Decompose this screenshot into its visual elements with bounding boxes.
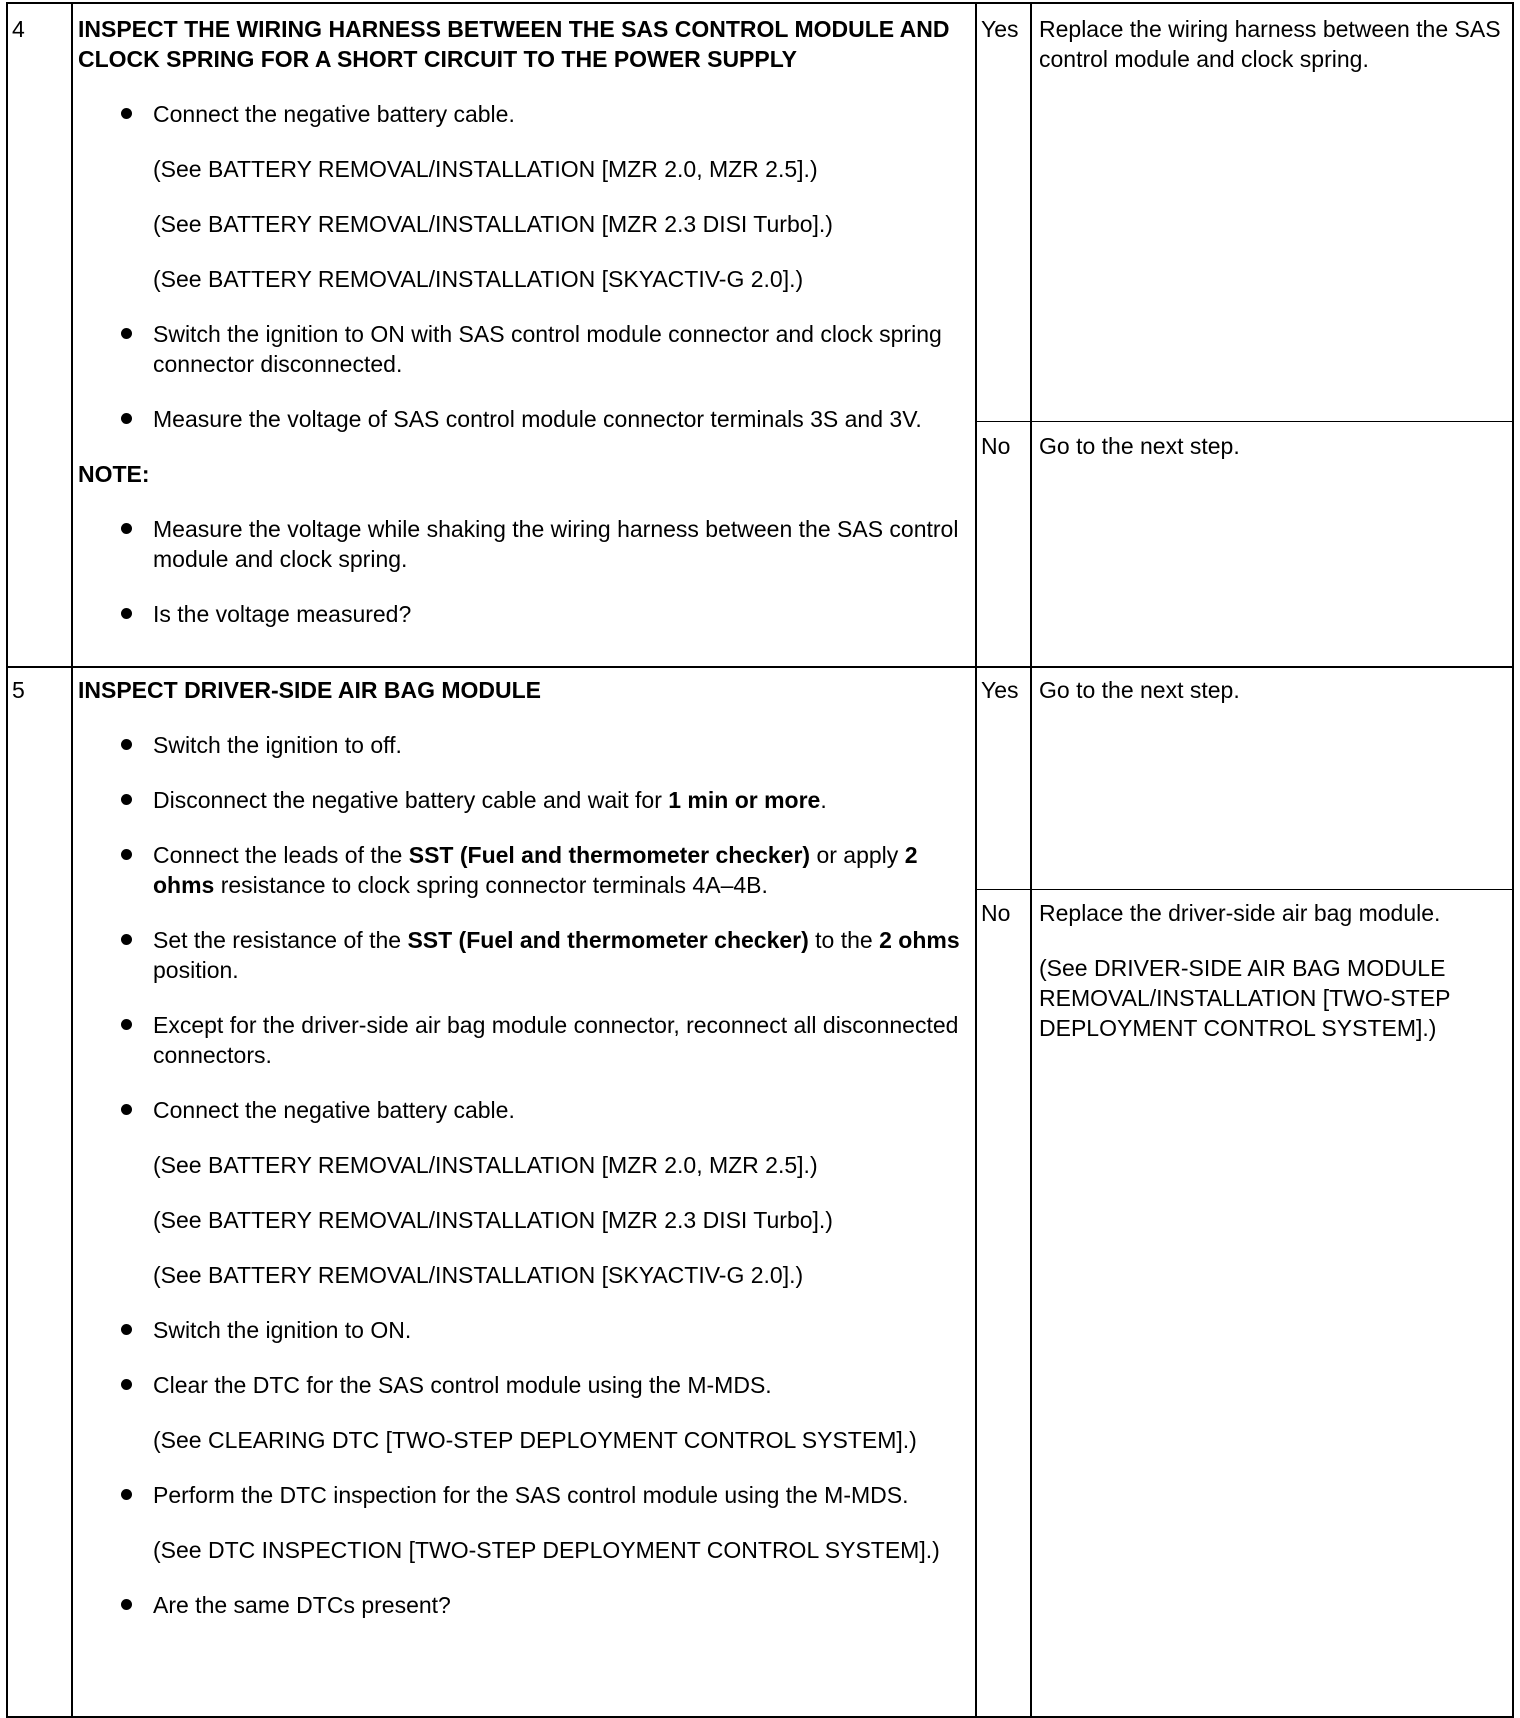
yes-no-divider-step4 <box>976 421 1513 422</box>
step-5-content <box>78 675 968 1620</box>
reference-link[interactable]: (See BATTERY REMOVAL/INSTALLATION [SKYACTIV-G 2.0].) <box>153 1262 804 1288</box>
step-number: 4 <box>12 16 25 42</box>
reference-link[interactable]: (See BATTERY REMOVAL/INSTALLATION [MZR 2.0, MZR 2.5].) <box>153 1152 818 1178</box>
no-action-block <box>1039 898 1509 1043</box>
no-label: No <box>981 433 1011 459</box>
bullet-emphasis: 2 ohms <box>879 927 960 953</box>
step-question: Is the voltage measured? <box>78 599 968 629</box>
step-number: 5 <box>12 677 25 703</box>
yes-action: Go to the next step. <box>1039 677 1240 703</box>
reference-link[interactable]: (See BATTERY REMOVAL/INSTALLATION [MZR 2.3 DISI Turbo].) <box>153 1207 833 1233</box>
bullet-text: resistance to clock spring connector terminals 4A–4B. <box>214 872 768 898</box>
step-bullet: Connect the negative battery cable. <box>78 99 968 129</box>
yes-label: Yes <box>981 677 1019 703</box>
bullet-text: Disconnect the negative battery cable and wait for <box>153 787 669 813</box>
step-bullet: Switch the ignition to off. <box>78 730 968 760</box>
bullet-emphasis: SST (Fuel and thermometer checker) <box>407 927 809 953</box>
reference-link[interactable]: (See DTC INSPECTION [TWO-STEP DEPLOYMENT CONTROL SYSTEM].) <box>153 1537 940 1563</box>
bullet-text: or apply <box>810 842 905 868</box>
step-bullet: Measure the voltage of SAS control module connector terminals 3S and 3V. <box>78 404 968 434</box>
step-bullet <box>78 785 968 815</box>
table-top-border <box>6 2 1514 4</box>
yes-label: Yes <box>981 16 1019 42</box>
step-bullet <box>78 840 968 900</box>
step-title: INSPECT DRIVER-SIDE AIR BAG MODULE <box>78 677 542 703</box>
step-bullet: Connect the negative battery cable. <box>78 1095 968 1125</box>
note-label: NOTE: <box>78 461 150 487</box>
step-bullet: Except for the driver-side air bag module connector, reconnect all disconnected connectors. <box>78 1010 968 1070</box>
row-divider <box>6 666 1514 668</box>
reference-link[interactable]: (See DRIVER-SIDE AIR BAG MODULE REMOVAL/INSTALLATION [TWO-STEP DEPLOYMENT CONTROL SYSTEM].) <box>1039 955 1451 1041</box>
table-right-border <box>1512 2 1514 1718</box>
column-divider-content <box>975 2 977 1718</box>
column-divider-result <box>1030 2 1032 1718</box>
bullet-text: . <box>820 787 827 813</box>
reference-link[interactable]: (See CLEARING DTC [TWO-STEP DEPLOYMENT CONTROL SYSTEM].) <box>153 1427 917 1453</box>
bullet-text: position. <box>153 957 239 983</box>
table-left-border <box>6 2 8 1718</box>
bullet-emphasis: 2 ohms <box>153 842 918 898</box>
step-question: Are the same DTCs present? <box>78 1590 968 1620</box>
step-bullet: Switch the ignition to ON with SAS control module connector and clock spring connector disconnected. <box>78 319 968 379</box>
step-4-content <box>78 14 968 629</box>
column-divider-step <box>71 2 73 1718</box>
bullet-emphasis: 1 min or more <box>668 787 821 813</box>
yes-no-divider-step5 <box>976 889 1513 890</box>
no-action: Replace the driver-side air bag module. <box>1039 900 1441 926</box>
no-label: No <box>981 900 1011 926</box>
step-bullet <box>78 925 968 985</box>
note-bullet: Measure the voltage while shaking the wiring harness between the SAS control module and clock spring. <box>78 514 968 574</box>
step-bullet: Perform the DTC inspection for the SAS control module using the M-MDS. <box>78 1480 968 1510</box>
step-title: INSPECT THE WIRING HARNESS BETWEEN THE SAS CONTROL MODULE AND CLOCK SPRING FOR A SHORT CIRCUIT TO THE POWER SUPPLY <box>78 16 950 72</box>
step-bullet: Switch the ignition to ON. <box>78 1315 968 1345</box>
step-bullet: Clear the DTC for the SAS control module using the M-MDS. <box>78 1370 968 1400</box>
no-action: Go to the next step. <box>1039 433 1240 459</box>
bullet-emphasis: SST (Fuel and thermometer checker) <box>408 842 811 868</box>
bullet-text: Connect the leads of the <box>153 842 409 868</box>
reference-link[interactable]: (See BATTERY REMOVAL/INSTALLATION [MZR 2.0, MZR 2.5].) <box>153 156 818 182</box>
bullet-text: to the <box>808 927 880 953</box>
reference-link[interactable]: (See BATTERY REMOVAL/INSTALLATION [SKYACTIV-G 2.0].) <box>153 266 804 292</box>
bullet-text: Set the resistance of the <box>153 927 408 953</box>
yes-action: Replace the wiring harness between the SAS control module and clock spring. <box>1039 16 1501 72</box>
reference-link[interactable]: (See BATTERY REMOVAL/INSTALLATION [MZR 2.3 DISI Turbo].) <box>153 211 833 237</box>
